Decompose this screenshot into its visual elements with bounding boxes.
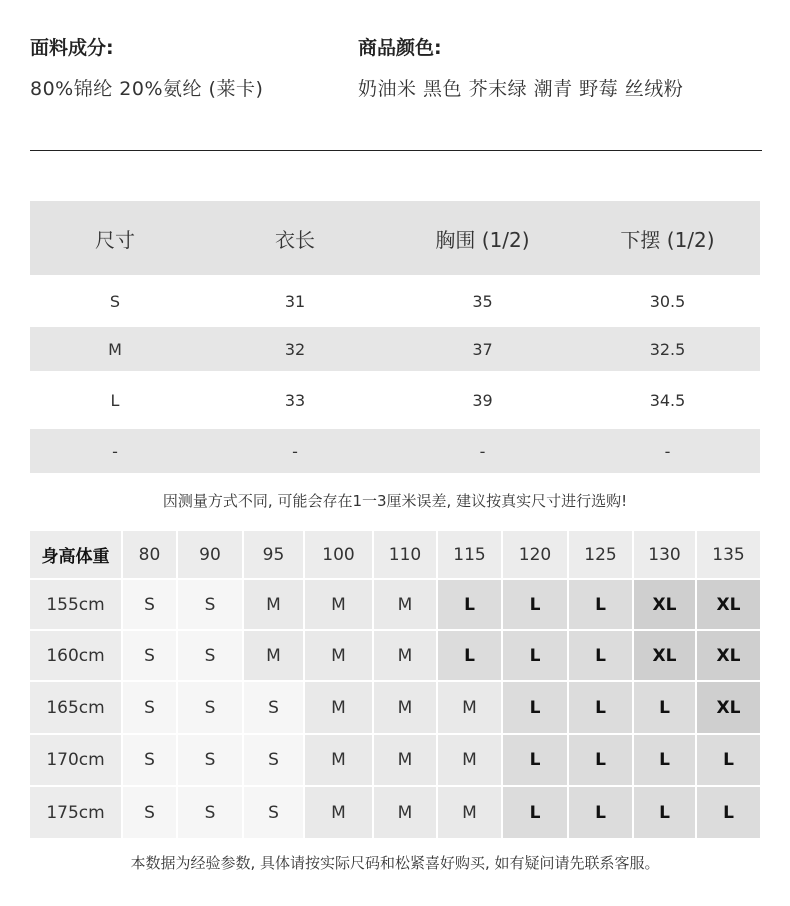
size-cell: L: [569, 787, 632, 838]
height-label: 175cm: [30, 787, 121, 838]
size-cell: L: [569, 580, 632, 629]
size-cell: M: [438, 787, 501, 838]
table-cell: 30.5: [649, 291, 686, 311]
size-cell: L: [503, 735, 567, 785]
table-row: [30, 429, 760, 473]
size-cell: XL: [634, 580, 695, 629]
size-cell: S: [123, 735, 176, 785]
table-cell: 31: [284, 291, 306, 311]
size-cell: L: [503, 580, 567, 629]
table-cell: 34.5: [649, 390, 686, 410]
size-cell: XL: [634, 631, 695, 680]
size-table: [30, 201, 760, 473]
weight-header: 130: [634, 531, 695, 578]
size-cell: L: [634, 682, 695, 733]
weight-header: 110: [374, 531, 436, 578]
size-cell: M: [438, 735, 501, 785]
size-cell: L: [697, 787, 760, 838]
table-row: [30, 371, 760, 429]
measurement-note: 因测量方式不同, 可能会存在1一3厘米误差, 建议按真实尺寸进行选购!: [162, 492, 628, 510]
size-cell: L: [503, 682, 567, 733]
disclaimer-note: 本数据为经验参数, 具体请按实际尺码和松紧喜好购买, 如有疑问请先联系客服。: [130, 854, 660, 872]
size-cell: L: [569, 735, 632, 785]
size-cell: S: [178, 787, 242, 838]
table-cell: S: [109, 291, 121, 311]
height-label: 170cm: [30, 735, 121, 785]
height-label: 155cm: [30, 580, 121, 629]
size-cell: M: [374, 735, 436, 785]
size-cell: M: [244, 631, 303, 680]
size-cell: L: [697, 735, 760, 785]
material-label: 面料成分:: [30, 37, 114, 59]
size-cell: M: [305, 735, 372, 785]
size-cell: L: [569, 631, 632, 680]
weight-header: 115: [438, 531, 501, 578]
size-cell: L: [569, 682, 632, 733]
table-cell: 37: [472, 339, 493, 359]
table-cell: -: [292, 441, 298, 461]
size-cell: M: [305, 580, 372, 629]
size-cell: XL: [697, 682, 760, 733]
table-cell: 32.5: [649, 339, 686, 359]
colors-label: 商品颜色:: [358, 37, 442, 59]
size-cell: S: [244, 787, 303, 838]
size-cell: M: [374, 580, 436, 629]
size-cell: XL: [697, 580, 760, 629]
table-cell: 32: [284, 339, 306, 359]
size-recommendation-grid: [30, 531, 760, 838]
size-cell: S: [178, 580, 242, 629]
weight-header: 125: [569, 531, 632, 578]
height-label: 165cm: [30, 682, 121, 733]
colors-value: 奶油米 黑色 芥末绿 潮青 野莓 丝绒粉: [358, 78, 684, 100]
size-cell: L: [438, 631, 501, 680]
size-cell: M: [244, 580, 303, 629]
size-cell: M: [374, 631, 436, 680]
weight-header: 90: [178, 531, 242, 578]
table-cell: 35: [472, 291, 493, 311]
weight-header: 100: [305, 531, 372, 578]
table-row: [30, 327, 760, 371]
size-cell: L: [634, 735, 695, 785]
divider: [30, 150, 762, 151]
size-cell: M: [305, 682, 372, 733]
header-chest: 胸围 (1/2): [435, 227, 530, 252]
size-cell: S: [244, 735, 303, 785]
size-cell: S: [178, 682, 242, 733]
size-cell: S: [123, 787, 176, 838]
table-cell: -: [112, 441, 118, 461]
table-cell: -: [479, 441, 486, 461]
weight-header: 80: [123, 531, 176, 578]
size-cell: S: [178, 735, 242, 785]
table-cell: L: [110, 390, 120, 410]
size-cell: S: [123, 631, 176, 680]
size-cell: M: [305, 631, 372, 680]
weight-header: 135: [697, 531, 760, 578]
size-cell: L: [438, 580, 501, 629]
table-row: [30, 275, 760, 327]
height-label: 160cm: [30, 631, 121, 680]
size-cell: M: [305, 787, 372, 838]
size-cell: M: [374, 787, 436, 838]
size-cell: L: [634, 787, 695, 838]
header-length: 衣长: [275, 227, 315, 252]
size-cell: M: [374, 682, 436, 733]
size-cell: L: [503, 631, 567, 680]
table-cell: 33: [284, 390, 306, 410]
size-cell: S: [244, 682, 303, 733]
weight-header: 120: [503, 531, 567, 578]
size-table-header: [30, 201, 760, 275]
size-cell: XL: [697, 631, 760, 680]
grid-corner-label: 身高体重: [30, 531, 121, 578]
header-hem: 下摆 (1/2): [620, 227, 715, 252]
size-cell: L: [503, 787, 567, 838]
header-size: 尺寸: [95, 227, 135, 252]
size-cell: M: [438, 682, 501, 733]
size-cell: S: [178, 631, 242, 680]
table-cell: 39: [472, 390, 493, 410]
material-value: 80%锦纶 20%氨纶 (莱卡): [30, 78, 264, 100]
table-cell: -: [664, 441, 671, 461]
table-cell: M: [108, 339, 122, 359]
weight-header: 95: [244, 531, 303, 578]
size-cell: S: [123, 580, 176, 629]
size-cell: S: [123, 682, 176, 733]
